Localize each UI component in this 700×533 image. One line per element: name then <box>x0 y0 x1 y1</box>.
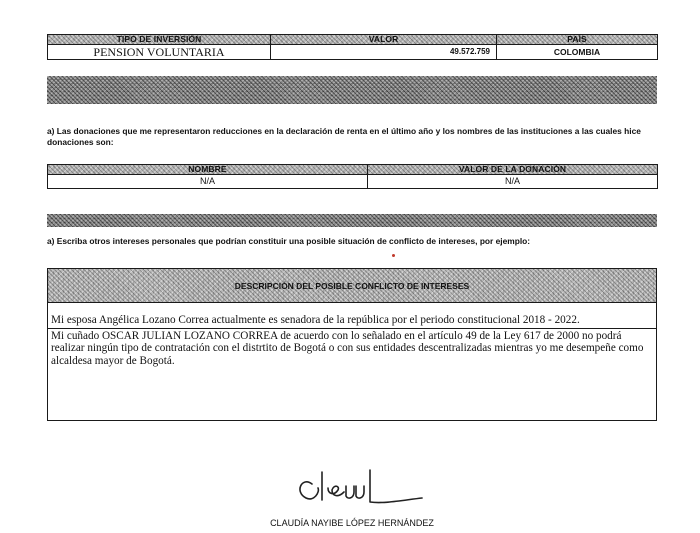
interests-intro: a) Escriba otros intereses personales que podrían constituir una posible situación de conflicto de intereses, por ejemplo: <box>47 236 531 246</box>
investment-value-header: VALOR <box>271 35 497 45</box>
interest-entry-2: Mi cuñado OSCAR JULIAN LOZANO CORREA de acuerdo con lo señalado en el artículo 49 de la Ley 617 de 2000 no podrá realizar ningún tipo de contratación con el distrtito de Bogotá o con sus entidades descentralizadas mientras yo me desempeñe como alcaldesa mayor de Bogotá. <box>51 329 644 367</box>
donation-name-cell: N/A <box>48 175 368 189</box>
donation-value-cell: N/A <box>368 175 658 189</box>
donation-name-header: NOMBRE <box>48 165 368 175</box>
signatory-name: CLAUDÍA NAYIBE LÓPEZ HERNÁNDEZ <box>270 518 434 528</box>
interests-header-label: DESCRIPCIÓN DEL POSIBLE CONFLICTO DE INTERESES <box>234 280 470 291</box>
signature-image <box>292 462 442 512</box>
section-header-bar <box>47 76 657 104</box>
investment-country-header: PAÍS <box>497 35 658 45</box>
donation-value-header: VALOR DE LA DONACIÓN <box>368 165 658 175</box>
investment-value-cell: 49.572.759 <box>271 45 497 60</box>
investment-type-header: TIPO DE INVERSIÓN <box>48 35 271 45</box>
interest-entry-1: Mi esposa Angélica Lozano Correa actualmente es senadora de la república por el periodo constitucional 2018 - 2022. <box>48 303 656 329</box>
investment-table <box>47 34 658 60</box>
donations-intro: a) Las donaciones que me representaron reducciones en la declaración de renta en el último año y los nombres de las instituciones a las cuales hice donaciones son: <box>47 126 641 147</box>
interests-box <box>47 268 657 421</box>
red-mark <box>392 254 395 257</box>
investment-country-cell: COLOMBIA <box>497 45 658 60</box>
interests-header <box>48 269 656 303</box>
investment-type-cell: PENSION VOLUNTARIA <box>48 45 271 60</box>
donations-table <box>47 164 658 189</box>
section-header-bar-2 <box>47 214 657 227</box>
